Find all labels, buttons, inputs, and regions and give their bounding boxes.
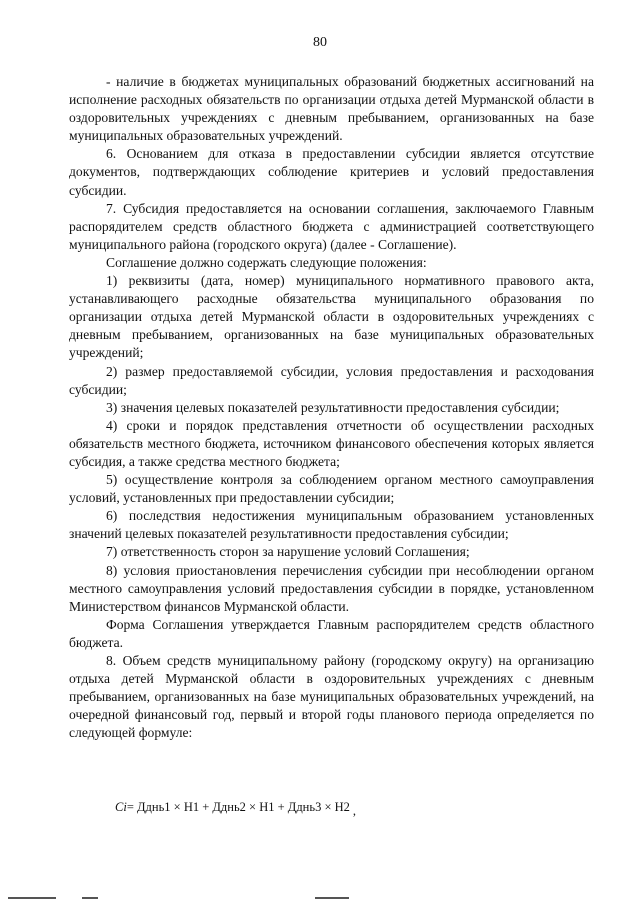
list-item-8: 8) условия приостановления перечисления субсидии при несоблюдении органом местного самоуправления условий предоставления субсидии в порядке, установленном Министерством финансов Мурманской области. <box>69 562 594 614</box>
paragraph-funding-volume: 8. Объем средств муниципальному району (городскому округу) на организацию отдыха детей Мурманской области в оздоровительных учреждениях с дневным пребыванием, организованных на базе муниципальных образовательных учреждений, на очередной финансовый год, первый и второй годы планового периода определяется по следующей формуле: <box>69 653 594 741</box>
paragraph-agreement-provisions: Соглашение должно содержать следующие положения: <box>106 254 427 270</box>
list-item-2: 2) размер предоставляемой субсидии, условия предоставления и расходования субсидии; <box>69 363 594 397</box>
list-item-4: 4) сроки и порядок представления отчетности об осуществлении расходных обязательств местного бюджета, источником финансового обеспечения которых является субсидия, а также средства местного бюджета; <box>69 417 594 469</box>
list-item-6: 6) последствия недостижения муниципальным образованием установленных значений целевых показателей результативности предоставления субсидии; <box>69 508 594 542</box>
bottom-divider-center <box>315 897 349 899</box>
bottom-divider-left <box>8 897 56 899</box>
formula-trailing-comma: , <box>352 804 357 818</box>
bottom-divider-mark <box>82 897 98 899</box>
formula-expression: = Дднь1 × Н1 + Дднь2 × Н1 + Дднь3 × Н2 <box>126 800 350 814</box>
paragraph-budget-availability: - наличие в бюджетах муниципальных образований бюджетных ассигнований на исполнение расходных обязательств по организации отдыха детей Мурманской области в оздоровительных учреждениях с дневным пребыванием, организованных на базе муниципальных образовательных учреждений. <box>69 74 594 144</box>
paragraph-agreement-form: Форма Соглашения утверждается Главным распорядителем средств областного бюджета. <box>69 616 594 650</box>
list-item-3: 3) значения целевых показателей результативности предоставления субсидии; <box>106 399 560 415</box>
paragraph-refusal-grounds: 6. Основанием для отказа в предоставлении субсидии является отсутствие документов, подтверждающих соблюдение критериев и условий предоставления субсидии. <box>69 146 594 198</box>
page-number: 80 <box>313 35 327 50</box>
formula-variable: Ci <box>115 800 127 814</box>
list-item-5: 5) осуществление контроля за соблюдением органом местного самоуправления условий, установленных при предоставлении субсидии; <box>69 472 594 506</box>
document-body <box>69 73 594 742</box>
formula <box>115 800 357 818</box>
list-item-1: 1) реквизиты (дата, номер) муниципального нормативного правового акта, устанавливающего расходные обязательства муниципального образования по организации отдыха детей Мурманской области в оздоровительных учреждениях с дневным пребыванием, организованных на базе муниципальных образовательных учреждений; <box>69 273 594 361</box>
list-item-7: 7) ответственность сторон за нарушение условий Соглашения; <box>106 544 470 560</box>
paragraph-subsidy-agreement: 7. Субсидия предоставляется на основании соглашения, заключаемого Главным распорядителем средств областного бюджета с администрацией соответствующего муниципального района (городского округа) (далее - Соглашение). <box>69 200 594 252</box>
